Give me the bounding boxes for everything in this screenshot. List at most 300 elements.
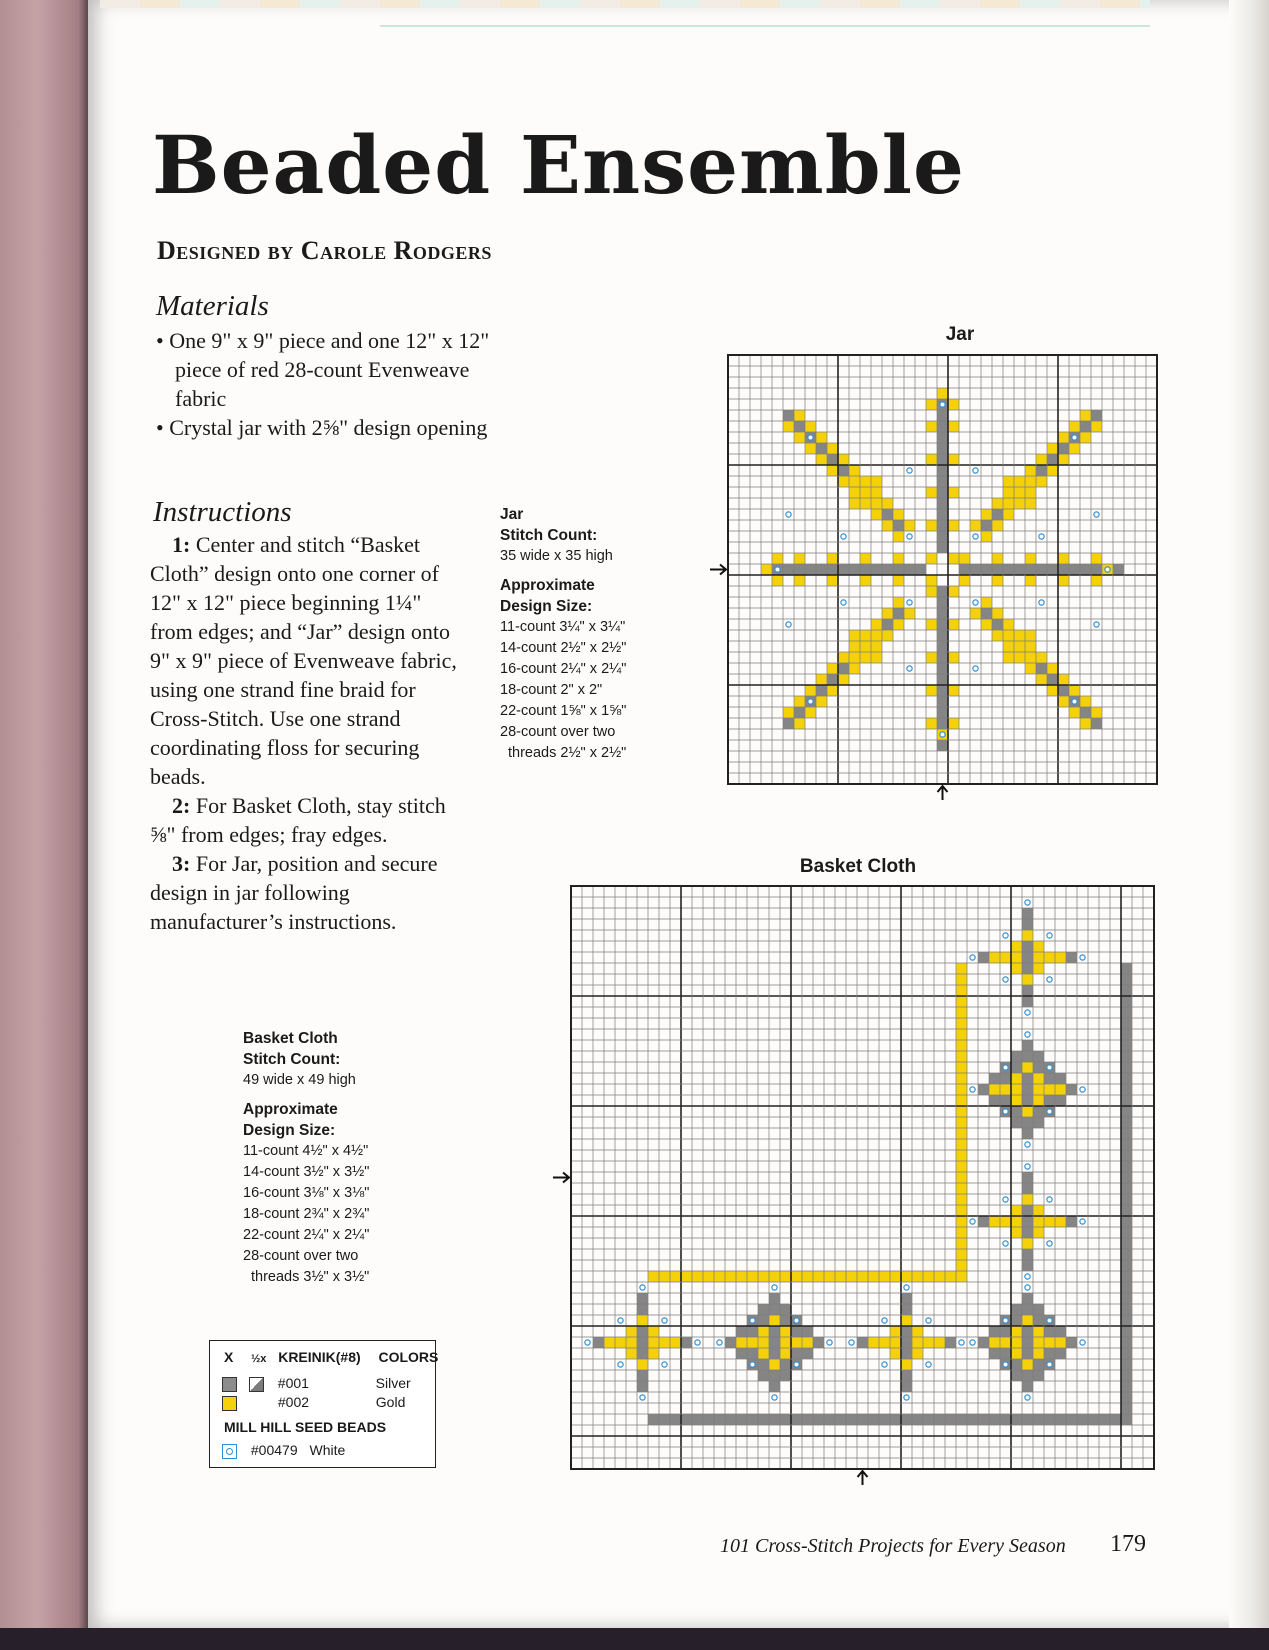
silver-stitch [978,1414,989,1425]
approx-label: Approximate [500,577,595,594]
silver-stitch [1022,1370,1033,1381]
silver-stitch [1044,1095,1055,1106]
silver-stitch [937,520,948,531]
gold-stitch [989,1084,1000,1095]
gold-stitch [956,1040,967,1051]
bead-symbol [907,534,912,539]
silver-stitch [1121,1095,1132,1106]
gold-stitch [1025,630,1036,641]
silver-stitch [1121,1315,1132,1326]
silver-stitch [1033,1315,1044,1326]
gold-stitch [934,1337,945,1348]
gold-stitch [626,1326,637,1337]
gold-stitch [1047,685,1058,696]
gold-stitch [926,575,937,586]
gold-stitch [923,1337,934,1348]
silver-stitch [1121,1073,1132,1084]
silver-stitch [890,1414,901,1425]
gold-stitch [860,652,871,663]
silver-stitch [860,564,871,575]
gold-stitch [1011,1216,1022,1227]
silver-stitch [937,586,948,597]
gold-stitch [725,1271,736,1282]
gold-stitch [780,1271,791,1282]
silver-stitch [1022,1249,1033,1260]
gold-stitch [890,1348,901,1359]
bead-symbol [695,1340,700,1345]
gold-stitch [1025,553,1036,564]
gold-stitch [849,641,860,652]
bead-symbol [1047,933,1052,938]
bead-symbol [1105,567,1110,572]
gold-stitch [604,1337,615,1348]
jar-specs [500,504,670,764]
gold-stitch [824,1271,835,1282]
step-text: Center and stitch “Basket Cloth” design onto one corner of 12" x 12" piece beginning 1¼" from edges; and “Jar” design onto 9" x 9" piece of Evenweave fabric, using one strand fine braid for Cross-Stitch. Use one strand coordinating floss for securing beads. [150,532,457,789]
half-stitch-swatch [249,1377,264,1392]
bead-symbol [970,1340,975,1345]
silver-stitch [1121,1348,1132,1359]
silver-stitch [1121,1271,1132,1282]
gold-stitch [860,553,871,564]
gold-stitch [1022,1315,1033,1326]
gold-stitch [890,1337,901,1348]
gold-stitch [956,1172,967,1183]
gold-stitch [871,652,882,663]
silver-stitch [783,718,794,729]
gold-stitch [827,575,838,586]
gold-stitch [956,1073,967,1084]
bead-symbol [1003,1241,1008,1246]
gold-stitch [956,1128,967,1139]
step-number: 2: [172,793,191,818]
gold-stitch [1003,619,1014,630]
bead-symbol [640,1395,645,1400]
gold-stitch [1080,410,1091,421]
bead-symbol [1072,699,1077,704]
silver-stitch [824,1414,835,1425]
gold-stitch [871,509,882,520]
gold-stitch [846,1271,857,1282]
step-number: 1: [172,532,191,557]
gold-stitch [794,696,805,707]
silver-stitch [989,1073,1000,1084]
silver-stitch [769,1337,780,1348]
gold-stitch [1033,1348,1044,1359]
gold-stitch [758,1326,769,1337]
gold-stitch [648,1326,659,1337]
bead-symbol [1080,955,1085,960]
silver-stitch [1080,421,1091,432]
silver-stitch [992,509,1003,520]
silver-stitch [758,1370,769,1381]
silver-stitch [780,1370,791,1381]
silver-stitch [794,421,805,432]
silver-stitch [1066,1084,1077,1095]
gold-stitch [813,1271,824,1282]
gold-stitch [926,685,937,696]
silver-stitch [1121,963,1132,974]
silver-stitch [794,707,805,718]
silver-stitch [1022,1040,1033,1051]
top-rule [380,25,1150,27]
silver-stitch [1022,985,1033,996]
step-text: For Basket Cloth, stay stitch ⅝" from edges; fray edges. [150,793,446,847]
gold-stitch [769,1271,780,1282]
silver-stitch [1091,410,1102,421]
silver-stitch [1069,564,1080,575]
gold-stitch [1058,696,1069,707]
bottom-shadow [0,1628,1269,1650]
bead-symbol [786,512,791,517]
book-spine [0,0,92,1650]
bead-symbol [973,666,978,671]
gold-stitch [992,498,1003,509]
key-color-name: Silver [375,1375,411,1391]
gold-stitch [926,421,937,432]
bead-symbol [973,468,978,473]
gold-stitch [1036,454,1047,465]
bead-symbol [794,1318,799,1323]
gold-stitch [659,1271,670,1282]
gold-stitch [890,1326,901,1337]
silver-stitch [1121,1172,1132,1183]
gold-stitch [1069,707,1080,718]
gold-stitch [992,630,1003,641]
gold-stitch [805,685,816,696]
silver-stitch [1121,1139,1132,1150]
gold-stitch [794,553,805,564]
bead-symbol [904,1285,909,1290]
gold-stitch [860,487,871,498]
gold-stitch [1011,1084,1022,1095]
gold-stitch [670,1271,681,1282]
size-line: 22-count 1⅝" x 1⅝" [500,703,627,719]
silver-stitch [1121,1414,1132,1425]
silver-stitch [813,1414,824,1425]
instruction-step [150,791,468,849]
silver-stitch [959,564,970,575]
silver-stitch [879,1414,890,1425]
silver-stitch [692,1414,703,1425]
gold-stitch [948,685,959,696]
gold-stitch [871,487,882,498]
silver-stitch [868,1414,879,1425]
gold-stitch [1055,952,1066,963]
color-key [209,1340,439,1468]
bead-symbol [1025,1274,1030,1279]
silver-stitch [791,1348,802,1359]
silver-stitch [1000,1326,1011,1337]
step-text: For Jar, position and secure design in jar following manufacturer’s instructions. [150,851,438,934]
gold-stitch [1044,952,1055,963]
gold-stitch [893,553,904,564]
bead-symbol [849,1340,854,1345]
silver-stitch [783,410,794,421]
silver-stitch [882,619,893,630]
silver-stitch [1000,1073,1011,1084]
gold-stitch [1033,941,1044,952]
bead-symbol [1003,1109,1008,1114]
gold-stitch [956,1007,967,1018]
silver-stitch [1044,1348,1055,1359]
gold-stitch [956,1117,967,1128]
gold-stitch [981,531,992,542]
gold-stitch [1047,443,1058,454]
bead-symbol [940,732,945,737]
silver-stitch [827,454,838,465]
gold-stitch [871,630,882,641]
gold-stitch [992,553,1003,564]
gold-stitch [1022,1106,1033,1117]
gold-stitch [893,531,904,542]
gold-stitch [882,608,893,619]
silver-stitch [904,564,915,575]
silver-stitch [1121,1018,1132,1029]
key-color-name: Gold [375,1394,406,1410]
silver-stitch [901,1348,912,1359]
silver-swatch [222,1377,237,1392]
silver-stitch [1121,1084,1132,1095]
gold-stitch [769,1359,780,1370]
silver-stitch [1121,1205,1132,1216]
gold-stitch [692,1271,703,1282]
gold-stitch [992,608,1003,619]
bead-symbol [772,1285,777,1290]
silver-stitch [992,564,1003,575]
size-line: threads 2½" x 2½" [508,745,627,761]
gold-stitch [1011,1326,1022,1337]
gold-stitch [871,476,882,487]
size-line: 22-count 2¼" x 2¼" [243,1227,370,1243]
silver-stitch [637,1304,648,1315]
gold-stitch [1000,1084,1011,1095]
silver-stitch [747,1326,758,1337]
page-title: Beaded Ensemble [152,118,965,212]
gold-stitch [956,1183,967,1194]
bead-symbol [662,1318,667,1323]
silver-stitch [945,1414,956,1425]
gold-stitch [772,575,783,586]
silver-stitch [981,564,992,575]
gold-stitch [956,1029,967,1040]
silver-stitch [1033,1051,1044,1062]
silver-stitch [681,1414,692,1425]
gold-stitch [992,520,1003,531]
silver-stitch [937,740,948,751]
bead-symbol [585,1340,590,1345]
gold-stitch [912,1337,923,1348]
gold-stitch [637,1315,648,1326]
silver-stitch [937,652,948,663]
silver-stitch [769,1293,780,1304]
silver-stitch [989,1348,1000,1359]
key-code: #001 [277,1375,309,1391]
silver-stitch [857,1337,868,1348]
silver-stitch [838,564,849,575]
gold-stitch [926,520,937,531]
gold-stitch [926,399,937,410]
gold-stitch [1014,476,1025,487]
gold-stitch [956,1227,967,1238]
gold-stitch [805,707,816,718]
gold-stitch [1000,952,1011,963]
gold-stitch [956,1084,967,1095]
bead-symbol [1003,1362,1008,1367]
bead-symbol [717,1340,722,1345]
silver-stitch [1022,1216,1033,1227]
silver-stitch [967,1414,978,1425]
gold-stitch [926,652,937,663]
gold-stitch [926,619,937,630]
gold-stitch [1003,487,1014,498]
silver-stitch [901,1337,912,1348]
bead-symbol [973,534,978,539]
silver-stitch [937,465,948,476]
bead-symbol [841,534,846,539]
silver-stitch [956,1414,967,1425]
silver-stitch [893,564,904,575]
silver-stitch [981,520,992,531]
silver-stitch [1033,1117,1044,1128]
size-line: 11-count 4½" x 4½" [243,1143,369,1159]
silver-stitch [978,1084,989,1095]
silver-stitch [1022,1414,1033,1425]
gold-stitch [981,597,992,608]
stitch-count-label: Stitch Count: [243,1051,341,1068]
silver-stitch [1121,1161,1132,1172]
gold-stitch [794,410,805,421]
silver-stitch [1033,1304,1044,1315]
approx-label: Approximate [243,1101,338,1118]
size-line: 14-count 3½" x 3½" [243,1164,370,1180]
bead-symbol [618,1362,623,1367]
gold-stitch [827,685,838,696]
gold-stitch [1069,421,1080,432]
silver-stitch [1121,985,1132,996]
silver-stitch [736,1348,747,1359]
silver-stitch [923,1414,934,1425]
bead-symbol [907,600,912,605]
bead-symbol [618,1318,623,1323]
silver-stitch [937,685,948,696]
gold-stitch [868,1271,879,1282]
silver-stitch [937,443,948,454]
silver-stitch [769,1370,780,1381]
gold-stitch [956,974,967,985]
bead-symbol [1025,1285,1030,1290]
gold-stitch [860,476,871,487]
silver-stitch [813,1337,824,1348]
gold-stitch [912,1348,923,1359]
silver-stitch [725,1414,736,1425]
gold-stitch [1003,630,1014,641]
silver-stitch [912,1414,923,1425]
bead-symbol [926,1362,931,1367]
gold-stitch [780,1337,791,1348]
silver-stitch [901,1304,912,1315]
silver-stitch [1121,1029,1132,1040]
gold-stitch [948,553,959,564]
silver-stitch [758,1359,769,1370]
silver-stitch [1121,1183,1132,1194]
gold-stitch [948,718,959,729]
silver-stitch [758,1414,769,1425]
gold-stitch [1003,509,1014,520]
bead-symbol [1080,1219,1085,1224]
gold-stitch [783,707,794,718]
gold-stitch [714,1271,725,1282]
gold-stitch [1022,1062,1033,1073]
stitch-count: 49 wide x 49 high [243,1072,356,1088]
gold-stitch [956,1106,967,1117]
bead-symbol [1025,1164,1030,1169]
key-brand: KREINIK(#8) [278,1349,361,1365]
silver-stitch [937,630,948,641]
bead-symbol [1047,1318,1052,1323]
bead-symbol [1080,1340,1085,1345]
silver-stitch [1121,1359,1132,1370]
silver-stitch [1099,1414,1110,1425]
key-row-silver [222,1375,411,1392]
silver-stitch [769,1414,780,1425]
gold-stitch [703,1271,714,1282]
gold-stitch [802,1271,813,1282]
key-half-stitch: ½x [251,1353,267,1365]
gold-stitch [849,487,860,498]
gold-stitch [1025,487,1036,498]
silver-stitch [637,1337,648,1348]
bead-symbol [940,402,945,407]
gold-stitch [1000,1337,1011,1348]
bead-symbol [1047,1241,1052,1246]
basket-border [571,886,1154,1469]
gold-stitch [926,454,937,465]
key-color-name: White [309,1442,346,1458]
silver-stitch [937,696,948,707]
stitch-count: 35 wide x 35 high [500,548,613,564]
gold-stitch [761,564,772,575]
gold-stitch [637,1359,648,1370]
bead-symbol [808,435,813,440]
key-row-gold [222,1394,405,1411]
gold-stitch [1025,663,1036,674]
silver-stitch [827,674,838,685]
silver-stitch [1121,1282,1132,1293]
gold-stitch [849,476,860,487]
gold-stitch [948,487,959,498]
silver-stitch [736,1414,747,1425]
bead-symbol [904,1395,909,1400]
gold-stitch [626,1337,637,1348]
bead-symbol [750,1362,755,1367]
gold-stitch [849,663,860,674]
silver-stitch [937,410,948,421]
silver-stitch [1022,1337,1033,1348]
gold-stitch [1014,630,1025,641]
gold-stitch [1044,1084,1055,1095]
gold-stitch [956,1205,967,1216]
gold-stitch [882,630,893,641]
gold-stitch [989,1216,1000,1227]
gold-stitch [780,1326,791,1337]
gold-stitch [1080,718,1091,729]
instructions-heading: Instructions [153,496,292,528]
gold-stitch [956,1095,967,1106]
gold-stitch [893,509,904,520]
spec-name: Jar [500,506,524,523]
silver-stitch [1022,952,1033,963]
